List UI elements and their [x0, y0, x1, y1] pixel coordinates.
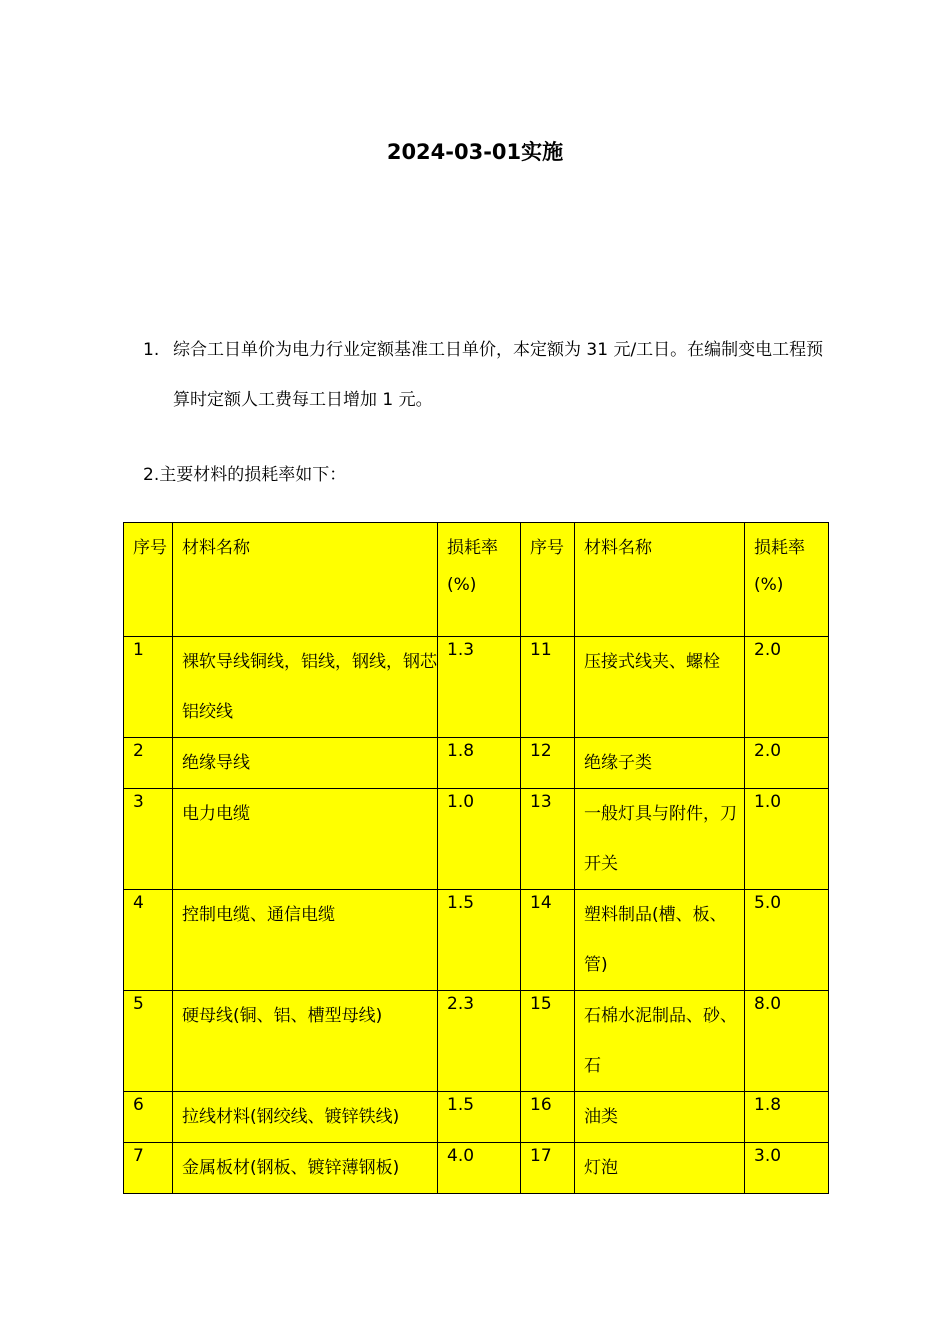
rate-cell: 8.0 — [745, 991, 829, 1092]
table-row — [124, 637, 829, 738]
table-row — [124, 789, 829, 890]
material-cell: 绝缘子类 — [575, 738, 745, 789]
seq-cell: 4 — [124, 890, 173, 991]
seq-cell: 7 — [124, 1143, 173, 1194]
table-row — [124, 991, 829, 1092]
header-seq: 序号 — [124, 523, 173, 637]
paragraph-2: 2.主要材料的损耗率如下： — [143, 465, 347, 485]
rate-cell: 1.8 — [745, 1092, 829, 1143]
seq-cell: 5 — [124, 991, 173, 1092]
rate-cell: 4.0 — [438, 1143, 521, 1194]
rate-cell: 2.0 — [745, 738, 829, 789]
seq-cell: 3 — [124, 789, 173, 890]
rate-cell: 2.0 — [745, 637, 829, 738]
seq-cell: 15 — [521, 991, 575, 1092]
table-row — [124, 1092, 829, 1143]
seq-cell: 2 — [124, 738, 173, 789]
material-cell: 绝缘导线 — [173, 738, 438, 789]
paragraph-1 — [143, 325, 833, 425]
rate-cell: 1.5 — [438, 1092, 521, 1143]
material-cell: 灯泡 — [575, 1143, 745, 1194]
table-row — [124, 738, 829, 789]
header-rate-2: 损耗率(%) — [745, 523, 829, 637]
rate-cell: 1.3 — [438, 637, 521, 738]
material-cell: 裸软导线铜线，铝线，钢线，钢芯铝绞线 — [173, 637, 438, 738]
page-title: 2024-03-01实施 — [386, 140, 564, 164]
material-cell: 电力电缆 — [173, 789, 438, 890]
paragraph-1-text: 综合工日单价为电力行业定额基准工日单价，本定额为 31 元/工日。在编制变电工程预算时定额人工费每工日增加 1 元。 — [173, 340, 824, 410]
seq-cell: 12 — [521, 738, 575, 789]
rate-cell: 5.0 — [745, 890, 829, 991]
material-loss-table — [123, 522, 829, 1194]
material-cell: 硬母线(铜、铝、槽型母线) — [173, 991, 438, 1092]
rate-cell: 3.0 — [745, 1143, 829, 1194]
seq-cell: 11 — [521, 637, 575, 738]
rate-cell: 1.5 — [438, 890, 521, 991]
material-cell: 塑料制品(槽、板、管) — [575, 890, 745, 991]
rate-cell: 2.3 — [438, 991, 521, 1092]
seq-cell: 1 — [124, 637, 173, 738]
rate-cell: 1.8 — [438, 738, 521, 789]
header-name-2: 材料名称 — [575, 523, 745, 637]
material-cell: 石棉水泥制品、砂、石 — [575, 991, 745, 1092]
header-name: 材料名称 — [173, 523, 438, 637]
material-cell: 一般灯具与附件，刀开关 — [575, 789, 745, 890]
material-cell: 控制电缆、通信电缆 — [173, 890, 438, 991]
table-row — [124, 1143, 829, 1194]
rate-cell: 1.0 — [745, 789, 829, 890]
header-seq-2: 序号 — [521, 523, 575, 637]
table-header-row — [124, 523, 829, 637]
seq-cell: 6 — [124, 1092, 173, 1143]
material-cell: 拉线材料(钢绞线、镀锌铁线) — [173, 1092, 438, 1143]
seq-cell: 17 — [521, 1143, 575, 1194]
table-row — [124, 890, 829, 991]
seq-cell: 16 — [521, 1092, 575, 1143]
header-rate: 损耗率(%) — [438, 523, 521, 637]
seq-cell: 13 — [521, 789, 575, 890]
material-cell: 压接式线夹、螺栓 — [575, 637, 745, 738]
rate-cell: 1.0 — [438, 789, 521, 890]
material-cell: 油类 — [575, 1092, 745, 1143]
seq-cell: 14 — [521, 890, 575, 991]
paragraph-1-number: 1. — [143, 340, 160, 360]
material-cell: 金属板材(钢板、镀锌薄钢板) — [173, 1143, 438, 1194]
